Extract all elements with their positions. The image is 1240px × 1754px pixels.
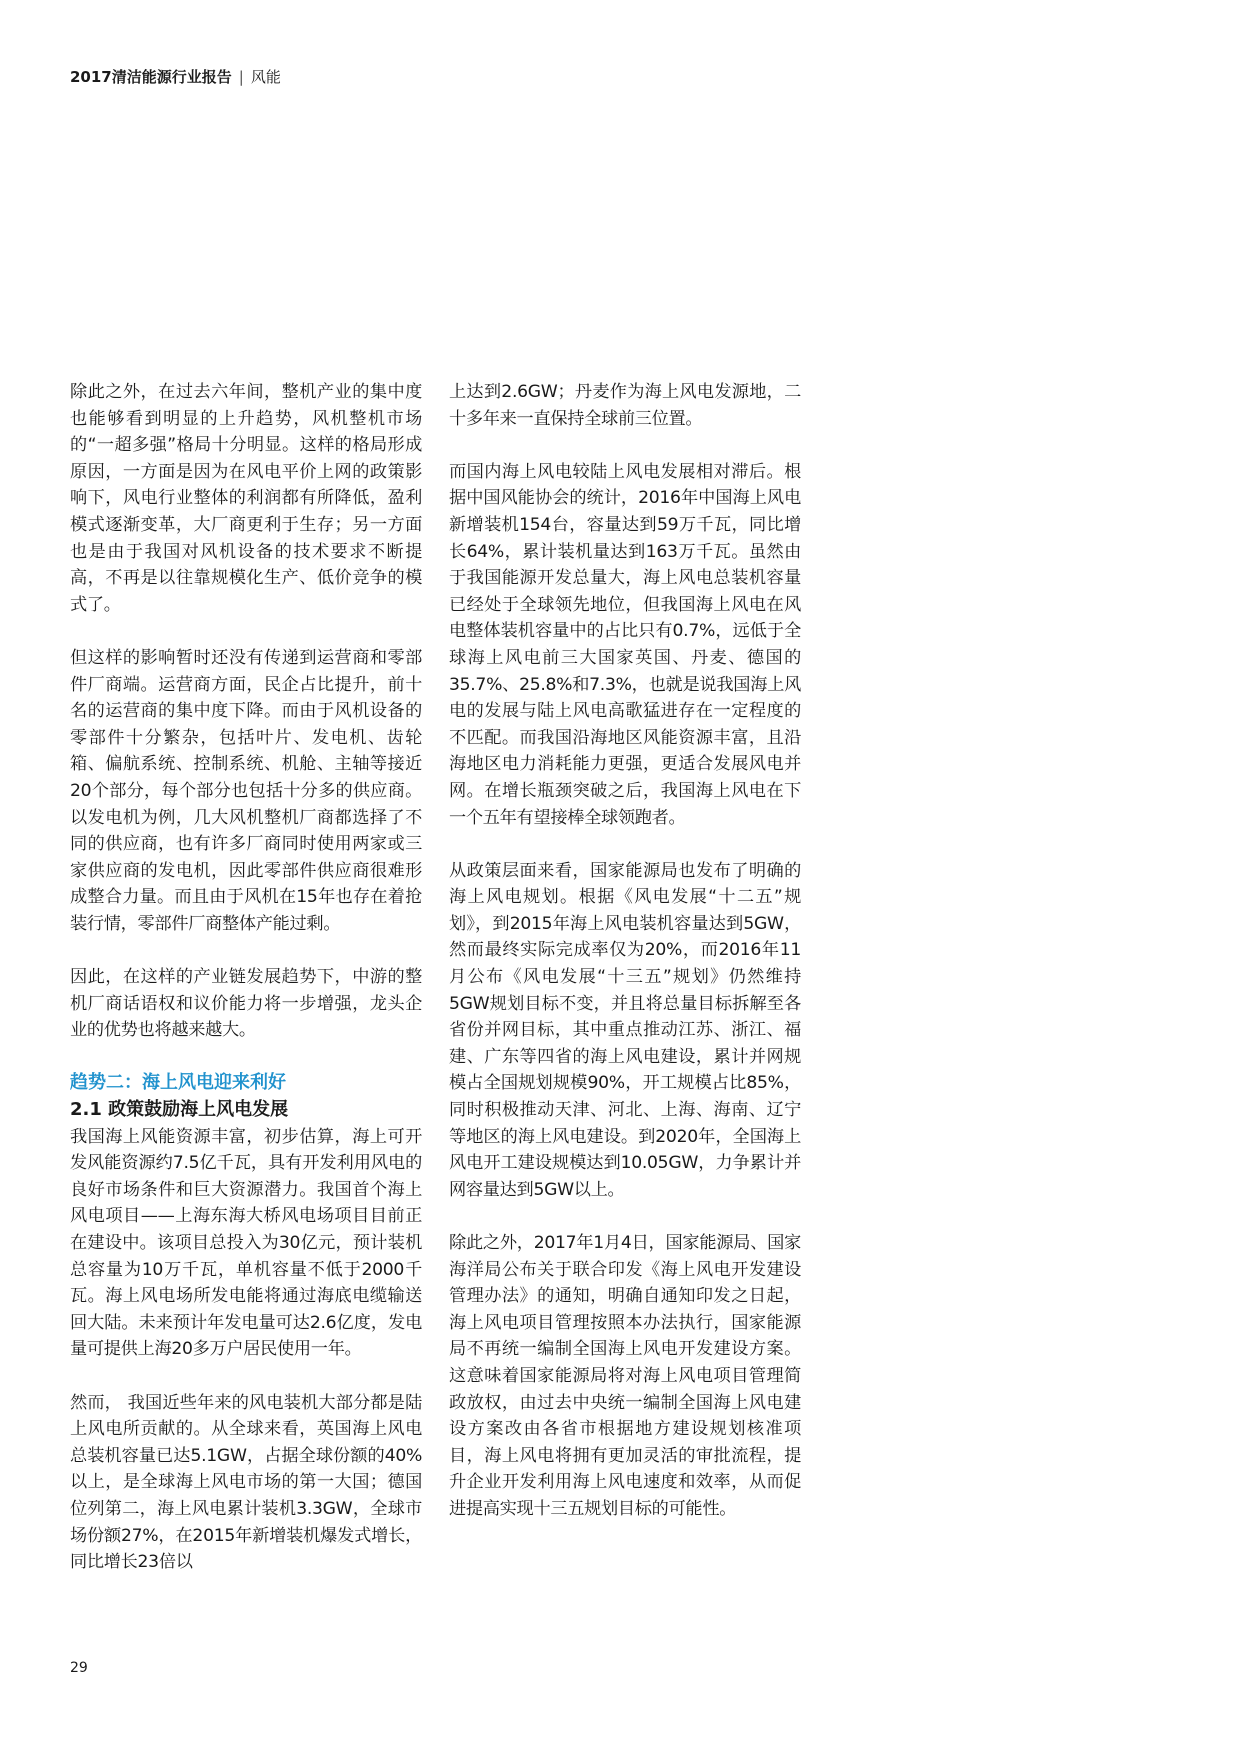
page-header — [70, 66, 281, 88]
trend-heading: 趋势二：海上风电迎来利好 — [70, 1072, 286, 1094]
paragraph-policy-plan: 从政策层面来看，国家能源局也发布了明确的海上风电规划。根据《风电发展“十二五”规划》，到2015年海上风电装机容量达到5GW，然而最终实际完成率仅为20%，而2016年11月公布《风电发展“十三五”规划》仍然维持5GW规划目标不变，并且将总量目标拆解至各省份并网目标，其中重点推动江苏、浙江、福建、广东等四省的海上风电建设，累计并网规模占全国规划规模90%，开工规模占比85%，同时积极推动天津、河北、上海、海南、辽宁等地区的海上风电建设。到2020年，全国海上风电开工建设规模达到10.05GW，力争累计并网容量达到5GW以上。 — [449, 860, 801, 1200]
paragraph-conclusion: 因此，在这样的产业链发展趋势下，中游的整机厂商话语权和议价能力将一步增强，龙头企业的优势也将越来越大。 — [70, 967, 422, 1041]
paragraph-global-offshore: 然而， 我国近些年来的风电装机大部分都是陆上风电所贡献的。从全球来看，英国海上风电总装机容量已达5.1GW，占据全球份额的40%以上，是全球海上风电市场的第一大国；德国位列第二，海上风电累计装机3.3GW，全球市场份额27%，在2015年新增装机爆发式增长，同比增长23倍以 — [70, 1392, 422, 1573]
paragraph-domestic-offshore: 而国内海上风电较陆上风电发展相对滞后。根据中国风能协会的统计，2016年中国海上风电新增装机154台，容量达到59万千瓦，同比增长64%，累计装机量达到163万千瓦。虽然由于我国能源开发总量大，海上风电总装机容量已经处于全球领先地位，但我国海上风电在风电整体装机容量中的占比只有0.7%，远低于全球海上风电前三大国家英国、丹麦、德国的35.7%、25.8%和7.3%，也就是说我国海上风电的发展与陆上风电高歌猛进存在一定程度的不匹配。而我国沿海地区风能资源丰富，且沿海地区电力消耗能力更强，更适合发展风电并网。在增长瓶颈突破之后，我国海上风电在下一个五年有望接棒全球领跑者。 — [449, 461, 801, 828]
left-column — [70, 379, 422, 1576]
page-number: 29 — [70, 1660, 88, 1676]
report-title: 2017清洁能源行业报告 — [70, 68, 232, 86]
paragraph-denmark: 上达到2.6GW；丹麦作为海上风电发源地，二十多年来一直保持全球前三位置。 — [449, 382, 801, 429]
section-name: 风能 — [250, 68, 281, 86]
paragraph-offshore-resources: 我国海上风能资源丰富，初步估算，海上可开发风能资源约7.5亿千瓦，具有开发利用风电的良好市场条件和巨大资源潜力。我国首个海上风电项目——上海东海大桥风电场项目目前正在建设中。该项目总投入为30亿元，预计装机总容量为10万千瓦，单机容量不低于2000千瓦。海上风电场所发电能将通过海底电缆输送回大陆。未来预计年发电量可达2.6亿度，发电量可提供上海20多万户居民使用一年。 — [70, 1126, 422, 1360]
paragraph-operators-suppliers: 但这样的影响暂时还没有传递到运营商和零部件厂商端。运营商方面，民企占比提升，前十名的运营商的集中度下降。而由于风机设备的零部件十分繁杂，包括叶片、发电机、齿轮箱、偏航系统、控制系统、机舱、主轴等接近20个部分，每个部分也包括十分多的供应商。以发电机为例，几大风机整机厂商都选择了不同的供应商，也有许多厂商同时使用两家或三家供应商的发电机，因此零部件供应商很难形成整合力量。而且由于风机在15年也存在着抢装行情，零部件厂商整体产能过剩。 — [70, 647, 422, 934]
right-column — [449, 379, 801, 1523]
paragraph-management-measures: 除此之外，2017年1月4日，国家能源局、国家海洋局公布关于联合印发《海上风电开发建设管理办法》的通知，明确自通知印发之日起，海上风电项目管理按照本办法执行，国家能源局不再统一编制全国海上风电开发建设方案。这意味着国家能源局将对海上风电项目管理简政放权，由过去中央统一编制全国海上风电建设方案改由各省市根据地方建设规划核准项目，海上风电将拥有更加灵活的审批流程，提升企业开发利用海上风电速度和效率，从而促进提高实现十三五规划目标的可能性。 — [449, 1233, 801, 1519]
sub-heading: 2.1 政策鼓励海上风电发展 — [70, 1099, 289, 1121]
paragraph-concentration: 除此之外，在过去六年间，整机产业的集中度也能够看到明显的上升趋势，风机整机市场的“一超多强”格局十分明显。这样的格局形成原因，一方面是因为在风电平价上网的政策影响下，风电行业整体的利润都有所降低，盈利模式逐渐变革，大厂商更利于生存；另一方面也是由于我国对风机设备的技术要求不断提高，不再是以往靠规模化生产、低价竞争的模式了。 — [70, 382, 422, 615]
header-separator: | — [238, 68, 244, 86]
